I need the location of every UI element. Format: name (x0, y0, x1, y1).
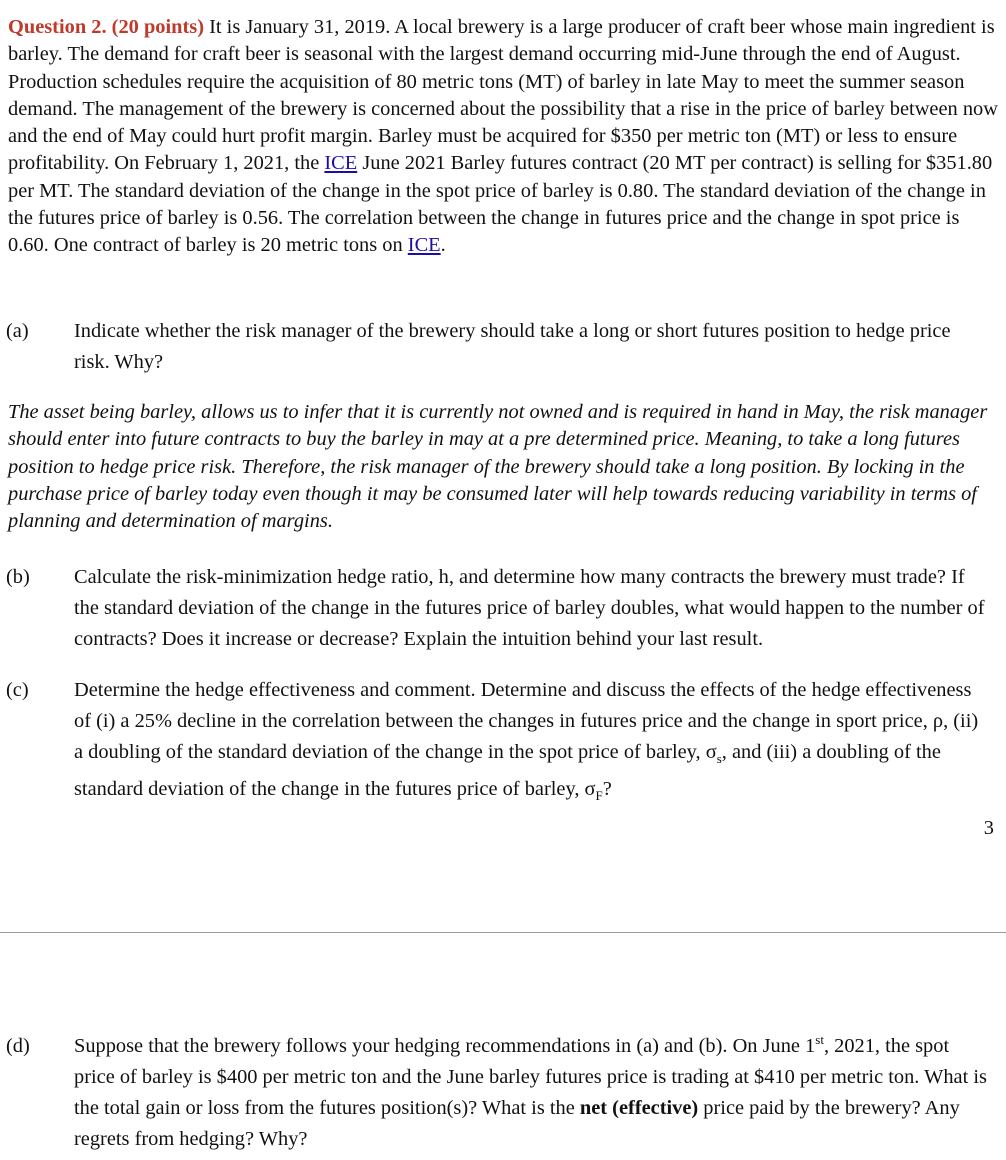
part-c-label: (c) (6, 679, 29, 701)
question-heading: Question 2. (20 points) (8, 16, 205, 38)
part-d-label: (d) (6, 1034, 30, 1057)
part-b-label: (b) (6, 566, 30, 588)
sigma-f-subscript: F (595, 788, 603, 804)
page-divider (0, 932, 1006, 933)
part-d (6, 1024, 990, 1155)
question-intro-part2: June 2021 Barley futures contract (20 MT per contract) is selling for $351.80 per MT. The standard deviation of the change in the spot price of barley is 0.80. The standard deviation of the change in the futures price of barley is 0.56. The correlation between the change in futures price and the change in spot price is 0.60. One contract of barley is 20 metric tons on (8, 152, 993, 257)
sigma-s-subscript: s (716, 751, 722, 767)
ordinal-superscript: st (815, 1032, 824, 1047)
part-b (6, 562, 990, 655)
question-statement (8, 14, 998, 260)
part-d-text-3: price paid by the brewery? Any regrets from hedging? Why? (74, 1096, 960, 1150)
part-d-text-2: , 2021, the spot price of barley is $400 per metric ton and the June barley futures price is trading at $410 per metric ton. What is the total gain or loss from the futures position(s)? What is the (74, 1034, 987, 1119)
part-c-text-1: Determine the hedge effectiveness and comment. Determine and discuss the effects of the hedge effectiveness of (i) a 25% decline in the correlation between the changes in futures price and the change in sport price, ρ, (ii) a doubling of the standard deviation of the change in the spot price of barley, σ (74, 679, 979, 763)
ice-link[interactable]: ICE (324, 152, 358, 175)
question-intro-end: . (440, 234, 446, 257)
part-b-text: Calculate the risk-minimization hedge ratio, h, and determine how many contracts the brewery must trade? If the standard deviation of the change in the futures price of barley doubles, what would happen to the number of contracts? Does it increase or decrease? Explain the intuition behind your last result. (74, 566, 985, 650)
part-a (6, 316, 990, 378)
part-d-bold: net (effective) (579, 1096, 699, 1119)
part-c (6, 675, 990, 811)
part-d-text-1: Suppose that the brewery follows your hedging recommendations in (a) and (b). On June 1 (74, 1034, 816, 1057)
question-intro-part1: It is January 31, 2019. A local brewery is a large producer of craft beer whose main ingredient is barley. The demand for craft beer is seasonal with the largest demand occurring mid-June through the end of August. Production schedules require the acquisition of 80 metric tons (MT) of barley in late May to meet the summer season demand. The management of the brewery is concerned about the possibility that a rise in the price of barley between now and the end of May could hurt profit margin. Barley must be acquired for $350 per metric ton (MT) or less to ensure profitability. On February 1, 2021, the (8, 16, 998, 175)
part-c-text-3: ? (602, 778, 612, 801)
page-number: 3 (983, 817, 994, 839)
part-c-text-2: , and (iii) a doubling of the standard deviation of the change in the futures price of barley, σ (74, 741, 941, 801)
part-a-label: (a) (6, 320, 29, 342)
part-a-text: Indicate whether the risk manager of the brewery should take a long or short futures position to hedge price risk. Why? (74, 320, 951, 373)
ice-link[interactable]: ICE (407, 234, 441, 257)
answer-a: The asset being barley, allows us to infer that it is currently not owned and is required in hand in May, the risk manager should enter into future contracts to buy the barley in may at a pre determined price. Meaning, to take a long futures position to hedge price risk. Therefore, the risk manager of the brewery should take a long position. By locking in the purchase price of barley today even though it may be consumed later will help towards reducing variability in terms of planning and determination of margins. (8, 401, 988, 533)
